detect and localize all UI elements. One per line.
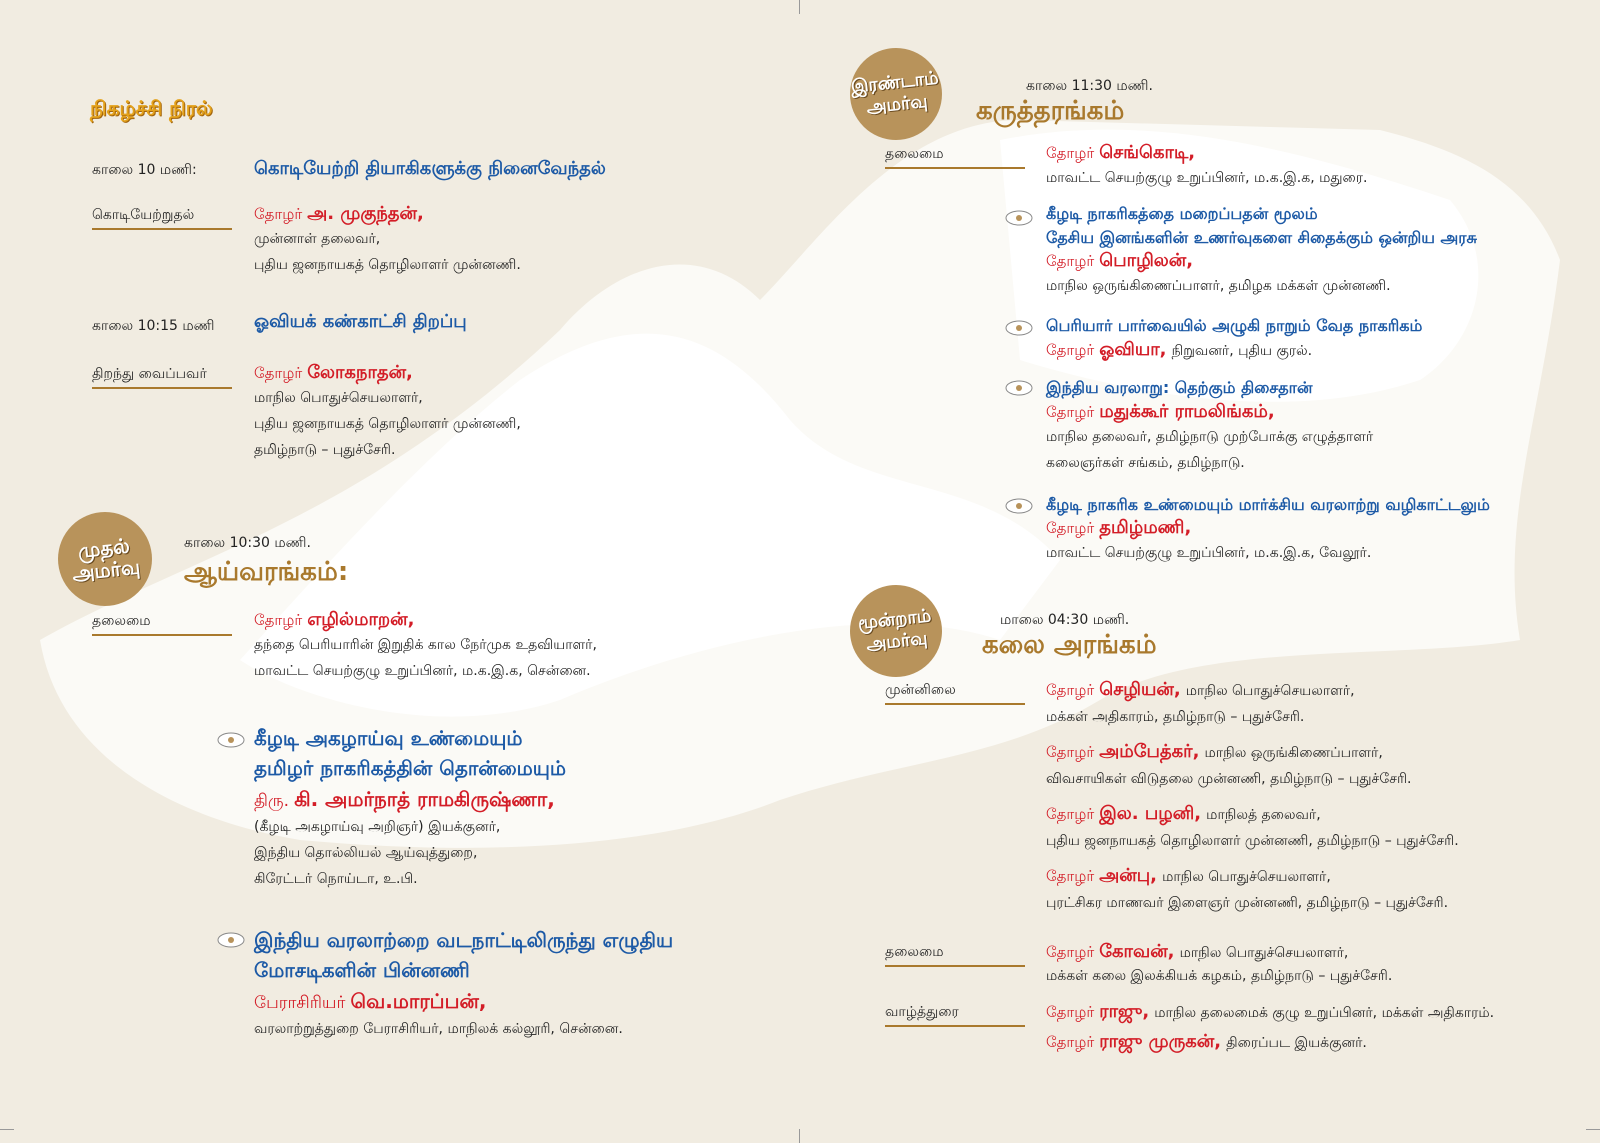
speaker-icon: [1004, 496, 1034, 516]
talk-title-line: கீழடி அகழாய்வு உண்மையும்: [254, 726, 523, 750]
session3-chair: தோழர் கோவன், மாநில பொதுச்செயலாளர், மக்கள் கலை இலக்கியக் கழகம், தமிழ்நாடு – புதுச்சேரி.: [1046, 941, 1393, 984]
person-name: கி. அமர்நாத் ராமகிருஷ்ணா,: [294, 787, 555, 811]
honorific: திரு.: [254, 791, 290, 811]
session3-time: மாலை 04:30 மணி.: [1000, 612, 1130, 628]
talk-title-line: தமிழர் நாகரிகத்தின் தொன்மையும்: [254, 756, 566, 780]
person-name: அம்பேத்கர்,: [1099, 741, 1200, 762]
talk-title-line: மோசடிகளின் பின்னணி: [254, 958, 470, 982]
person-name: மதுக்கூர் ராமலிங்கம்,: [1099, 401, 1275, 422]
session1-talk1: [254, 723, 566, 892]
detail-line: (கீழடி அகழாய்வு அறிஞர்) இயக்குனர்,: [254, 819, 501, 835]
honorific: தோழர்: [254, 364, 303, 382]
detail-line: தந்தை பெரியாரின் இறுதிக் கால நேர்முக உதவியாளர்,: [254, 637, 597, 653]
speaker-icon: [1004, 208, 1034, 228]
talk-title-line: தேசிய இனங்களின் உணர்வுகளை சிதைக்கும் ஒன்றிய அரசு: [1046, 228, 1477, 247]
person-name: செங்கொடி,: [1099, 142, 1196, 163]
talk-title: பெரியார் பார்வையில் அழுகி நாறும் வேத நாகரிகம்: [1046, 316, 1423, 335]
speaker-icon: [1004, 318, 1034, 338]
person-name: அ. முகுந்தன்,: [307, 203, 424, 224]
honorific: தோழர்: [254, 205, 303, 223]
exhibit-role-label: திறந்து வைப்பவர்: [92, 366, 232, 389]
detail-line: புதிய ஜனநாயகத் தொழிலாளர் முன்னணி.: [254, 257, 521, 273]
detail-line: மக்கள் கலை இலக்கியக் கழகம், தமிழ்நாடு – புதுச்சேரி.: [1046, 968, 1393, 984]
session3-presid-label: முன்னிலை: [885, 682, 1025, 705]
person-name: இல. பழனி,: [1099, 803, 1202, 824]
exhibit-title: ஓவியக் கண்காட்சி திறப்பு: [254, 311, 467, 332]
person-name: ராஜு,: [1099, 1001, 1150, 1022]
session3-title: கலை அரங்கம்: [982, 630, 1157, 660]
person-name: எழில்மாறன்,: [307, 609, 415, 630]
session2-talk4: [1046, 493, 1490, 566]
speaker-icon: [216, 930, 246, 950]
session3-badge: மூன்றாம் அமர்வு: [850, 585, 942, 677]
session3-presidents: தோழர் செழியன், மாநில பொதுச்செயலாளர், மக்கள் அதிகாரம், தமிழ்நாடு – புதுச்சேரி. தோழர் அம்பேத்கர், மாநில ஒருங்கிணைப்பாளர், விவசாயிகள் விடுதலை முன்னணி, தமிழ்நாடு – புதுச்சேரி. தோழர் இல. பழனி, மாநிலத் தலைவர், புதிய ஜனநாயகத் தொழிலாளர் முன்னணி, தமிழ்நாடு – புதுச்சேரி. தோழர் அன்பு, மாநில பொதுச்செயலாளர், புரட்சிகர மாணவர் இளைஞர் முன்னணி, தமிழ்நாடு – புதுச்சேரி.: [1046, 678, 1459, 916]
person-name: செழியன்,: [1099, 679, 1181, 700]
session3-chair-label: தலைமை: [885, 944, 1025, 967]
talk-title-line: கீழடி நாகரிகத்தை மறைப்பதன் மூலம்: [1046, 204, 1318, 223]
person-name: தமிழ்மணி,: [1099, 517, 1192, 538]
session3-greetings: தோழர் ராஜு, மாநில தலைமைக் குழு உறுப்பினர், மக்கள் அதிகாரம். தோழர் ராஜு முருகன், திரைப்பட இயக்குனர்.: [1046, 1001, 1495, 1052]
speaker-icon: [216, 730, 246, 750]
detail-line: வரலாற்றுத்துறை பேராசிரியர், மாநிலக் கல்லூரி, சென்னை.: [254, 1021, 623, 1037]
session1-time: காலை 10:30 மணி.: [184, 535, 311, 551]
detail-line: மாவட்ட செயற்குழு உறுப்பினர், ம.க.இ.க, வேலூர்.: [1046, 545, 1372, 561]
honorific: தோழர்: [254, 611, 303, 629]
talk-title-line: இந்திய வரலாற்றை வடநாட்டிலிருந்து எழுதிய: [254, 928, 674, 952]
detail-line: மாவட்ட செயற்குழு உறுப்பினர், ம.க.இ.க, சென்னை.: [254, 663, 591, 679]
flag-person: [254, 203, 521, 278]
session1-talk2: [254, 925, 673, 1042]
crop-mark: [1586, 1129, 1600, 1130]
detail-line: விவசாயிகள் விடுதலை முன்னணி, தமிழ்நாடு – புதுச்சேரி.: [1046, 771, 1412, 787]
detail-line: மாநில ஒருங்கிணைப்பாளர், தமிழக மக்கள் முன்னணி.: [1046, 278, 1391, 294]
detail-line: கிரேட்டர் நொய்டா, உ.பி.: [254, 871, 418, 887]
exhibit-person: [254, 362, 521, 463]
detail-line: புதிய ஜனநாயகத் தொழிலாளர் முன்னணி,: [254, 416, 521, 432]
session2-talk2: [1046, 314, 1422, 364]
person-name: அன்பு,: [1099, 865, 1157, 886]
detail-line: மாநில தலைவர், தமிழ்நாடு முற்போக்கு எழுத்தாளர்: [1046, 429, 1374, 445]
exhibit-time: காலை 10:15 மணி: [92, 318, 215, 334]
crop-mark: [799, 1129, 800, 1143]
detail-line: முன்னாள் தலைவர்,: [254, 231, 381, 247]
crop-mark: [799, 0, 800, 14]
person-name: ராஜு முருகன்,: [1099, 1031, 1222, 1052]
detail-line: நிறுவனர், புதிய குரல்.: [1171, 343, 1313, 359]
session1-chair: [254, 609, 597, 684]
detail-line: மாவட்ட செயற்குழு உறுப்பினர், ம.க.இ.க, மதுரை.: [1046, 170, 1368, 186]
flag-title: கொடியேற்றி தியாகிகளுக்கு நினைவேந்தல்: [254, 158, 606, 179]
person-name: லோகநாதன்,: [307, 362, 413, 383]
flag-time: காலை 10 மணி:: [92, 162, 197, 178]
detail-line: புதிய ஜனநாயகத் தொழிலாளர் முன்னணி, தமிழ்நாடு – புதுச்சேரி.: [1046, 833, 1459, 849]
detail-line: இந்திய தொல்லியல் ஆய்வுத்துறை,: [254, 845, 478, 861]
detail-line: மக்கள் அதிகாரம், தமிழ்நாடு – புதுச்சேரி.: [1046, 709, 1305, 725]
talk-title: இந்திய வரலாறு: தெற்கும் திசைதான்: [1046, 378, 1313, 397]
detail-line: புரட்சிகர மாணவர் இளைஞர் முன்னணி, தமிழ்நாடு – புதுச்சேரி.: [1046, 895, 1449, 911]
speaker-icon: [1004, 378, 1034, 398]
session2-time: காலை 11:30 மணி.: [1026, 78, 1153, 94]
honorific: தோழர்: [1046, 403, 1095, 421]
session2-title: கருத்தரங்கம்: [976, 96, 1125, 126]
person-name: பொழிலன்,: [1099, 250, 1194, 271]
honorific: தோழர்: [1046, 341, 1095, 359]
honorific: தோழர்: [1046, 519, 1095, 537]
session2-chair: [1046, 142, 1367, 191]
session1-title: ஆய்வரங்கம்:: [184, 557, 349, 587]
talk-title: கீழடி நாகரிக உண்மையும் மார்க்சிய வரலாற்று வழிகாட்டலும்: [1046, 495, 1490, 514]
flag-role-label: கொடியேற்றுதல்: [92, 207, 232, 230]
honorific: தோழர்: [1046, 144, 1095, 162]
crop-mark: [0, 1129, 14, 1130]
session1-badge: முதல் அமர்வு: [58, 512, 152, 606]
person-name: வெ.மாரப்பன்,: [350, 989, 487, 1013]
program-title: நிகழ்ச்சி நிரல்: [90, 96, 213, 120]
session2-badge: இரண்டாம் அமர்வு: [850, 48, 942, 140]
session1-chair-label: தலைமை: [92, 613, 232, 636]
session2-chair-label: தலைமை: [885, 146, 1025, 169]
session2-talk3: [1046, 375, 1373, 476]
person-name: ஓவியா,: [1099, 339, 1167, 360]
honorific: தோழர்: [1046, 252, 1095, 270]
honorific: பேராசிரியர்: [254, 993, 346, 1013]
detail-line: கலைஞர்கள் சங்கம், தமிழ்நாடு.: [1046, 455, 1245, 471]
detail-line: மாநில பொதுச்செயலாளர்,: [254, 390, 423, 406]
session2-talk1: [1046, 202, 1477, 299]
session3-greet-label: வாழ்த்துரை: [885, 1004, 1025, 1027]
person-name: கோவன்,: [1099, 941, 1175, 962]
detail-line: தமிழ்நாடு – புதுச்சேரி.: [254, 442, 396, 458]
